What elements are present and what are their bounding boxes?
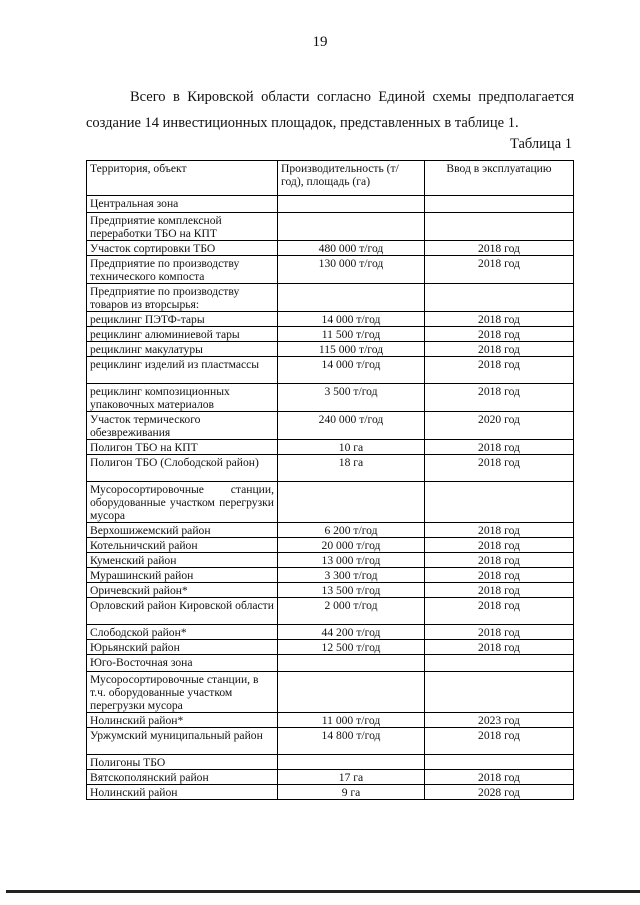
row-name: Предприятие комплексной переработки ТБО на КПТ	[87, 213, 278, 241]
row-name: Куменский район	[87, 553, 278, 568]
row-value: 44 200 т/год	[278, 625, 425, 640]
row-value	[278, 655, 425, 672]
header-capacity: Производительность (т/год), площадь (га)	[278, 161, 425, 196]
row-value: 240 000 т/год	[278, 412, 425, 440]
row-value: 6 200 т/год	[278, 523, 425, 538]
table-row	[87, 241, 574, 256]
row-name: Участок термического обезвреживания	[87, 412, 278, 440]
row-year: 2018 год	[425, 568, 574, 583]
row-value: 13 000 т/год	[278, 553, 425, 568]
table-row	[87, 384, 574, 412]
row-value: 20 000 т/год	[278, 538, 425, 553]
table-row	[87, 755, 574, 770]
row-name: Нолинский район*	[87, 713, 278, 728]
row-value: 2 000 т/год	[278, 598, 425, 625]
row-year: 2018 год	[425, 553, 574, 568]
row-year	[425, 672, 574, 713]
row-year: 2018 год	[425, 327, 574, 342]
row-name: Верхошижемский район	[87, 523, 278, 538]
table-row	[87, 672, 574, 713]
intro-line-1: Всего в Кировской области согласно Единой схемы предполагается	[130, 89, 574, 105]
table-row	[87, 256, 574, 284]
row-year	[425, 755, 574, 770]
row-name: Полигон ТБО (Слободской район)	[87, 455, 278, 482]
row-name: Оричевский район*	[87, 583, 278, 598]
row-name: Мусоросортировочные станции, в т.ч. оборудованные участком перегрузки мусора	[87, 672, 278, 713]
table-label: Таблица 1	[509, 136, 572, 152]
row-name: Нолинский район	[87, 785, 278, 800]
row-value: 12 500 т/год	[278, 640, 425, 655]
row-name: Полигон ТБО на КПТ	[87, 440, 278, 455]
row-year: 2018 год	[425, 728, 574, 755]
row-value: 480 000 т/год	[278, 241, 425, 256]
row-year: 2028 год	[425, 785, 574, 800]
row-value	[278, 755, 425, 770]
row-year: 2018 год	[425, 538, 574, 553]
row-year: 2018 год	[425, 241, 574, 256]
investment-sites-table	[86, 160, 574, 800]
row-value: 13 500 т/год	[278, 583, 425, 598]
table-row	[87, 482, 574, 523]
table-row	[87, 583, 574, 598]
row-name: Предприятие по производству технического компоста	[87, 256, 278, 284]
row-name: Слободской район*	[87, 625, 278, 640]
table-row	[87, 625, 574, 640]
table-row	[87, 538, 574, 553]
table-row	[87, 523, 574, 538]
row-year: 2018 год	[425, 455, 574, 482]
row-year: 2018 год	[425, 342, 574, 357]
row-year	[425, 482, 574, 523]
row-name: Мурашинский район	[87, 568, 278, 583]
row-name: рециклинг макулатуры	[87, 342, 278, 357]
row-year: 2018 год	[425, 384, 574, 412]
row-year: 2018 год	[425, 598, 574, 625]
table-row	[87, 440, 574, 455]
row-value: 9 га	[278, 785, 425, 800]
table-row	[87, 284, 574, 312]
row-name: Участок сортировки ТБО	[87, 241, 278, 256]
table-row	[87, 728, 574, 755]
table-row	[87, 342, 574, 357]
row-name: Центральная зона	[87, 196, 278, 213]
intro-paragraph	[86, 84, 574, 136]
row-year: 2018 год	[425, 256, 574, 284]
row-year: 2018 год	[425, 312, 574, 327]
row-year: 2018 год	[425, 583, 574, 598]
row-value: 10 га	[278, 440, 425, 455]
row-name: Орловский район Кировской области	[87, 598, 278, 625]
row-value	[278, 482, 425, 523]
row-value	[278, 284, 425, 312]
row-value: 14 000 т/год	[278, 357, 425, 384]
row-value: 18 га	[278, 455, 425, 482]
row-value	[278, 672, 425, 713]
table-row	[87, 327, 574, 342]
table-row	[87, 655, 574, 672]
row-name: рециклинг алюминиевой тары	[87, 327, 278, 342]
table-row	[87, 412, 574, 440]
header-territory: Территория, объект	[87, 161, 278, 196]
table-row	[87, 713, 574, 728]
row-value: 3 500 т/год	[278, 384, 425, 412]
table-row	[87, 640, 574, 655]
row-name: Мусоросортировочные станции, оборудованные участком перегрузки мусора	[87, 482, 278, 523]
row-year	[425, 655, 574, 672]
scan-bottom-edge	[6, 890, 640, 893]
row-value: 11 000 т/год	[278, 713, 425, 728]
intro-line-2: создание 14 инвестиционных площадок, представленных в таблице 1.	[86, 115, 519, 131]
table-row	[87, 568, 574, 583]
table-row	[87, 196, 574, 213]
row-year: 2018 год	[425, 357, 574, 384]
table-row	[87, 785, 574, 800]
row-name: Юго-Восточная зона	[87, 655, 278, 672]
row-year	[425, 284, 574, 312]
row-value: 17 га	[278, 770, 425, 785]
table-row	[87, 213, 574, 241]
row-name: Полигоны ТБО	[87, 755, 278, 770]
table-row	[87, 312, 574, 327]
row-value: 14 800 т/год	[278, 728, 425, 755]
row-year	[425, 213, 574, 241]
row-name: Котельничский район	[87, 538, 278, 553]
row-value: 14 000 т/год	[278, 312, 425, 327]
row-year	[425, 196, 574, 213]
row-value: 3 300 т/год	[278, 568, 425, 583]
row-value: 115 000 т/год	[278, 342, 425, 357]
row-name: Юрьянский район	[87, 640, 278, 655]
row-name: рециклинг ПЭТФ-тары	[87, 312, 278, 327]
row-name: рециклинг изделий из пластмассы	[87, 357, 278, 384]
row-year: 2018 год	[425, 640, 574, 655]
row-value	[278, 196, 425, 213]
table-row	[87, 770, 574, 785]
row-value: 130 000 т/год	[278, 256, 425, 284]
row-name: Уржумский муниципальный район	[87, 728, 278, 755]
page-number: 19	[312, 34, 328, 50]
row-year: 2023 год	[425, 713, 574, 728]
row-year: 2018 год	[425, 625, 574, 640]
table-row	[87, 455, 574, 482]
row-value: 11 500 т/год	[278, 327, 425, 342]
table-row	[87, 598, 574, 625]
row-name: Предприятие по производству товаров из вторсырья:	[87, 284, 278, 312]
row-year: 2020 год	[425, 412, 574, 440]
header-commissioning: Ввод в эксплуатацию	[425, 161, 574, 196]
row-name: рециклинг композиционных упаковочных материалов	[87, 384, 278, 412]
row-name: Вятскополянский район	[87, 770, 278, 785]
row-year: 2018 год	[425, 523, 574, 538]
table-header-row	[87, 161, 574, 196]
row-year: 2018 год	[425, 770, 574, 785]
table-row	[87, 357, 574, 384]
table-row	[87, 553, 574, 568]
row-value	[278, 213, 425, 241]
row-year: 2018 год	[425, 440, 574, 455]
